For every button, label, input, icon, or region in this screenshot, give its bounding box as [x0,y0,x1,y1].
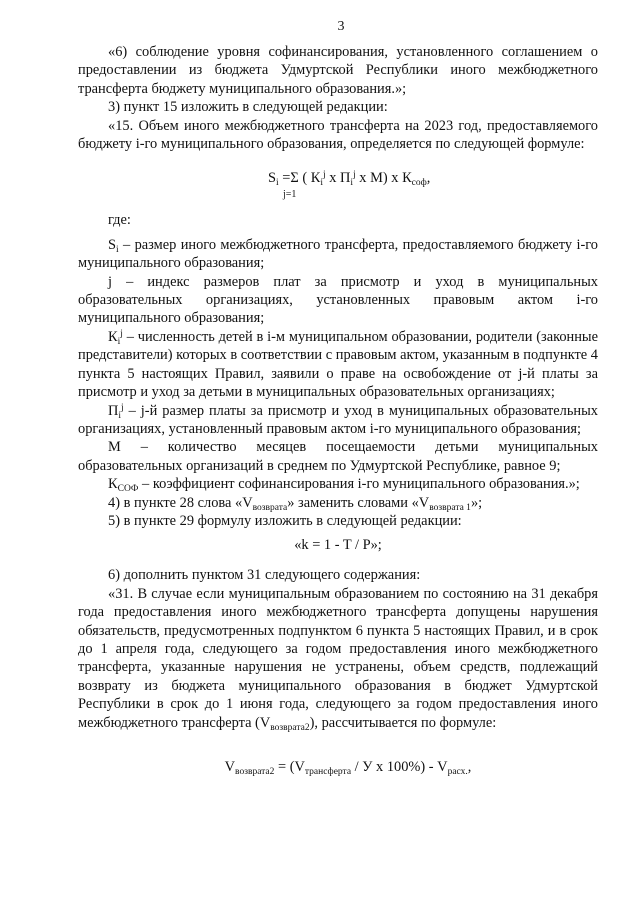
definition-j: j – индекс размеров плат за присмотр и уход в муниципальных образовательных организациях, установленных правовым актом i-го муниципального образования; [78,273,598,327]
paragraph-point-5: 5) в пункте 29 формулу изложить в следующей редакции: [108,512,462,529]
paragraph-point-6: 6) дополнить пунктом 31 следующего содержания: [108,567,421,584]
formula-return-volume: $V_{возврата2} = (V_{трансферта} / У$ x $100\%) - V_{расх.}$, [224,759,472,777]
definition-s: $S_i$ – размер иного межбюджетного трансферта, предоставляемого бюджету i-го муниципального образования; [78,236,598,272]
definition-k: $К_i^j$ – численность детей в i-м муниципальном образовании, родители (законные представители) которых в соответствии с правовым актом, указанным в подпункте 4 пункта 5 настоящих Правил, заявили о праве на освобождение от j-й платы за присмотр и уход за детьми в муниципальных образовательных организациях; [78,328,598,401]
formula-k: «k = 1 - T / P»; [294,537,382,554]
formula-transfer-volume [78,163,598,203]
where-label: где: [108,212,131,229]
paragraph-clause-15: «15. Объем иного межбюджетного трансферта на 2023 год, предоставляемого бюджету i-го муниципального образования, определяется по следующей формуле: [78,117,598,153]
formula-expression: $S_i =\Sigma$ ( $К_i^j$ x $П_i^j$ x М) x $К_{соф}$, [268,170,431,189]
paragraph-clause-31: «31. В случае если муниципальным образованием по состоянию на 31 декабря года предоставления иного межбюджетного трансферта допущены нарушения обязательств, предусмотренных подпунктом 6 пункта 5 настоящих Правил, и в срок до 1 апреля года, следующего за годом предоставления иного межбюджетного трансферта, указанные нарушения не устранены, объем средств, подлежащий возврату из бюджета муниципального образования в бюджет Удмуртской Республики в срок до 1 июня года, следующего за годом предоставления иного межбюджетного трансферта $(V_{возврата2})$, рассчитывается по формуле: [78,585,598,733]
paragraph-point-3: 3) пункт 15 изложить в следующей редакции: [108,99,388,116]
paragraph-point-4: 4) в пункте 28 слова «$V_{возврата}$» заменить словами «$V_{возврата 1}$»; [108,494,483,513]
page-number: 3 [337,19,345,34]
paragraph-item-6: «6) соблюдение уровня софинансирования, установленного соглашением о предоставлении из бюджета Удмуртской Республики иного межбюджетного трансферта бюджету муниципального образования.»; [78,44,598,97]
formula-sum-limit: j=1 [283,189,297,201]
definition-ksof: $К_{СОФ}$ – коэффициент софинансирования i-го муниципального образования.»; [108,476,580,495]
definition-m: М – количество месяцев посещаемости детьми муниципальных образовательных организаций в среднем по Удмуртской Республике, равное 9; [78,439,598,474]
definition-p: $П_i^j - j-й$ размер платы за присмотр и уход в муниципальных образовательных организациях, установленный правовым актом i-го муниципального образования; [78,402,598,437]
